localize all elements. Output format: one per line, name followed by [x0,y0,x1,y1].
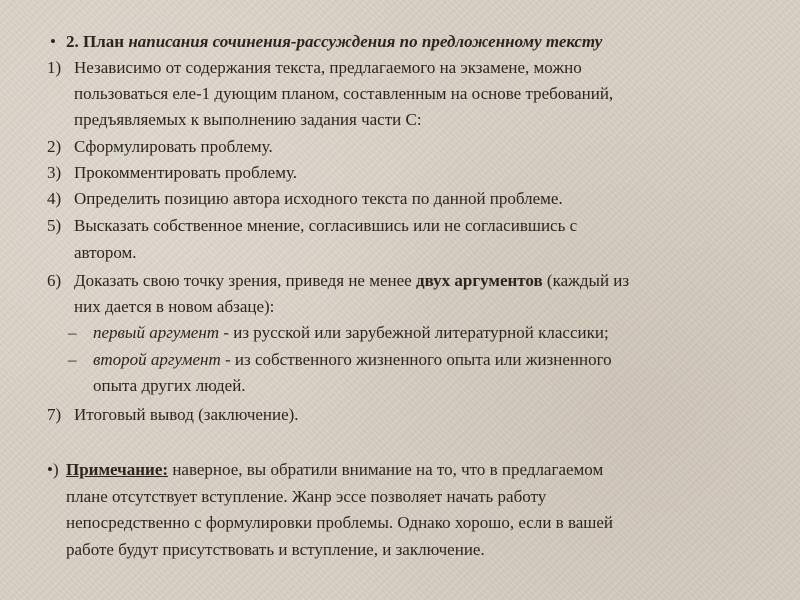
note-line-2: плане отсутствует вступление. Жанр эссе позволяет начать работу [66,487,547,506]
note-line-4: работе будут присутствовать и вступление, и заключение. [66,540,485,559]
note-line-1 [66,459,603,481]
item-7-marker: 7) [47,405,62,424]
item-6-line-1 [74,270,629,292]
heading-title: написания сочинения-рассуждения по предложенному тексту [128,32,603,51]
heading-bullet: • [50,32,56,51]
subitem-2-italic: второй аргумент [93,350,221,369]
item-2-marker: 2) [47,137,62,156]
item-5-marker: 5) [47,216,62,235]
subitem-2-rest: - из собственного жизненного опыта или жизненного [220,350,612,369]
subitem-2-marker: – [68,350,77,369]
note-line-1-rest: наверное, вы обратили внимание на то, что в предлагаемом [168,460,604,479]
item-4-line-1: Определить позицию автора исходного текста по данной проблеме. [74,189,563,208]
item-3-line-1: Прокомментировать проблему. [74,163,298,182]
item-1-marker: 1) [47,58,62,77]
subitem-2-line-1 [93,349,612,371]
item-1-line-1: Независимо от содержания текста, предлагаемого на экзамене, можно [74,58,582,77]
subitem-1-line-1 [93,322,609,344]
subitem-1-italic: первый аргумент [93,323,220,342]
note-marker: •) [47,460,59,479]
slide-heading [66,31,602,53]
item-6-marker: 6) [47,271,62,290]
heading-prefix: 2. План [66,32,129,51]
subitem-2-line-2: опыта других людей. [93,376,246,395]
item-3-marker: 3) [47,163,62,182]
item-6-emphasis: двух аргументов [415,271,543,290]
item-1-line-3: предъявляемых к выполнению задания части С: [74,110,422,129]
item-5-line-2: автором. [74,243,137,262]
item-6-text-after: (каждый из [542,271,630,290]
item-4-marker: 4) [47,189,62,208]
note-label: Примечание: [66,460,169,479]
item-2-line-1: Сформулировать проблему. [74,137,273,156]
item-1-line-2: пользоваться еле-1 дующим планом, составленным на основе требований, [74,84,614,103]
item-7-line-1: Итоговый вывод (заключение). [74,405,299,424]
subitem-1-rest: - из русской или зарубежной литературной классики; [219,323,609,342]
item-6-line-2: них дается в новом абзаце): [74,297,275,316]
item-5-line-1: Высказать собственное мнение, согласившись или не согласившись с [74,216,578,235]
note-line-3: непосредственно с формулировки проблемы. Однако хорошо, если в вашей [66,513,614,532]
subitem-1-marker: – [68,323,77,342]
item-6-text-before: Доказать свою точку зрения, приведя не менее [74,271,416,290]
